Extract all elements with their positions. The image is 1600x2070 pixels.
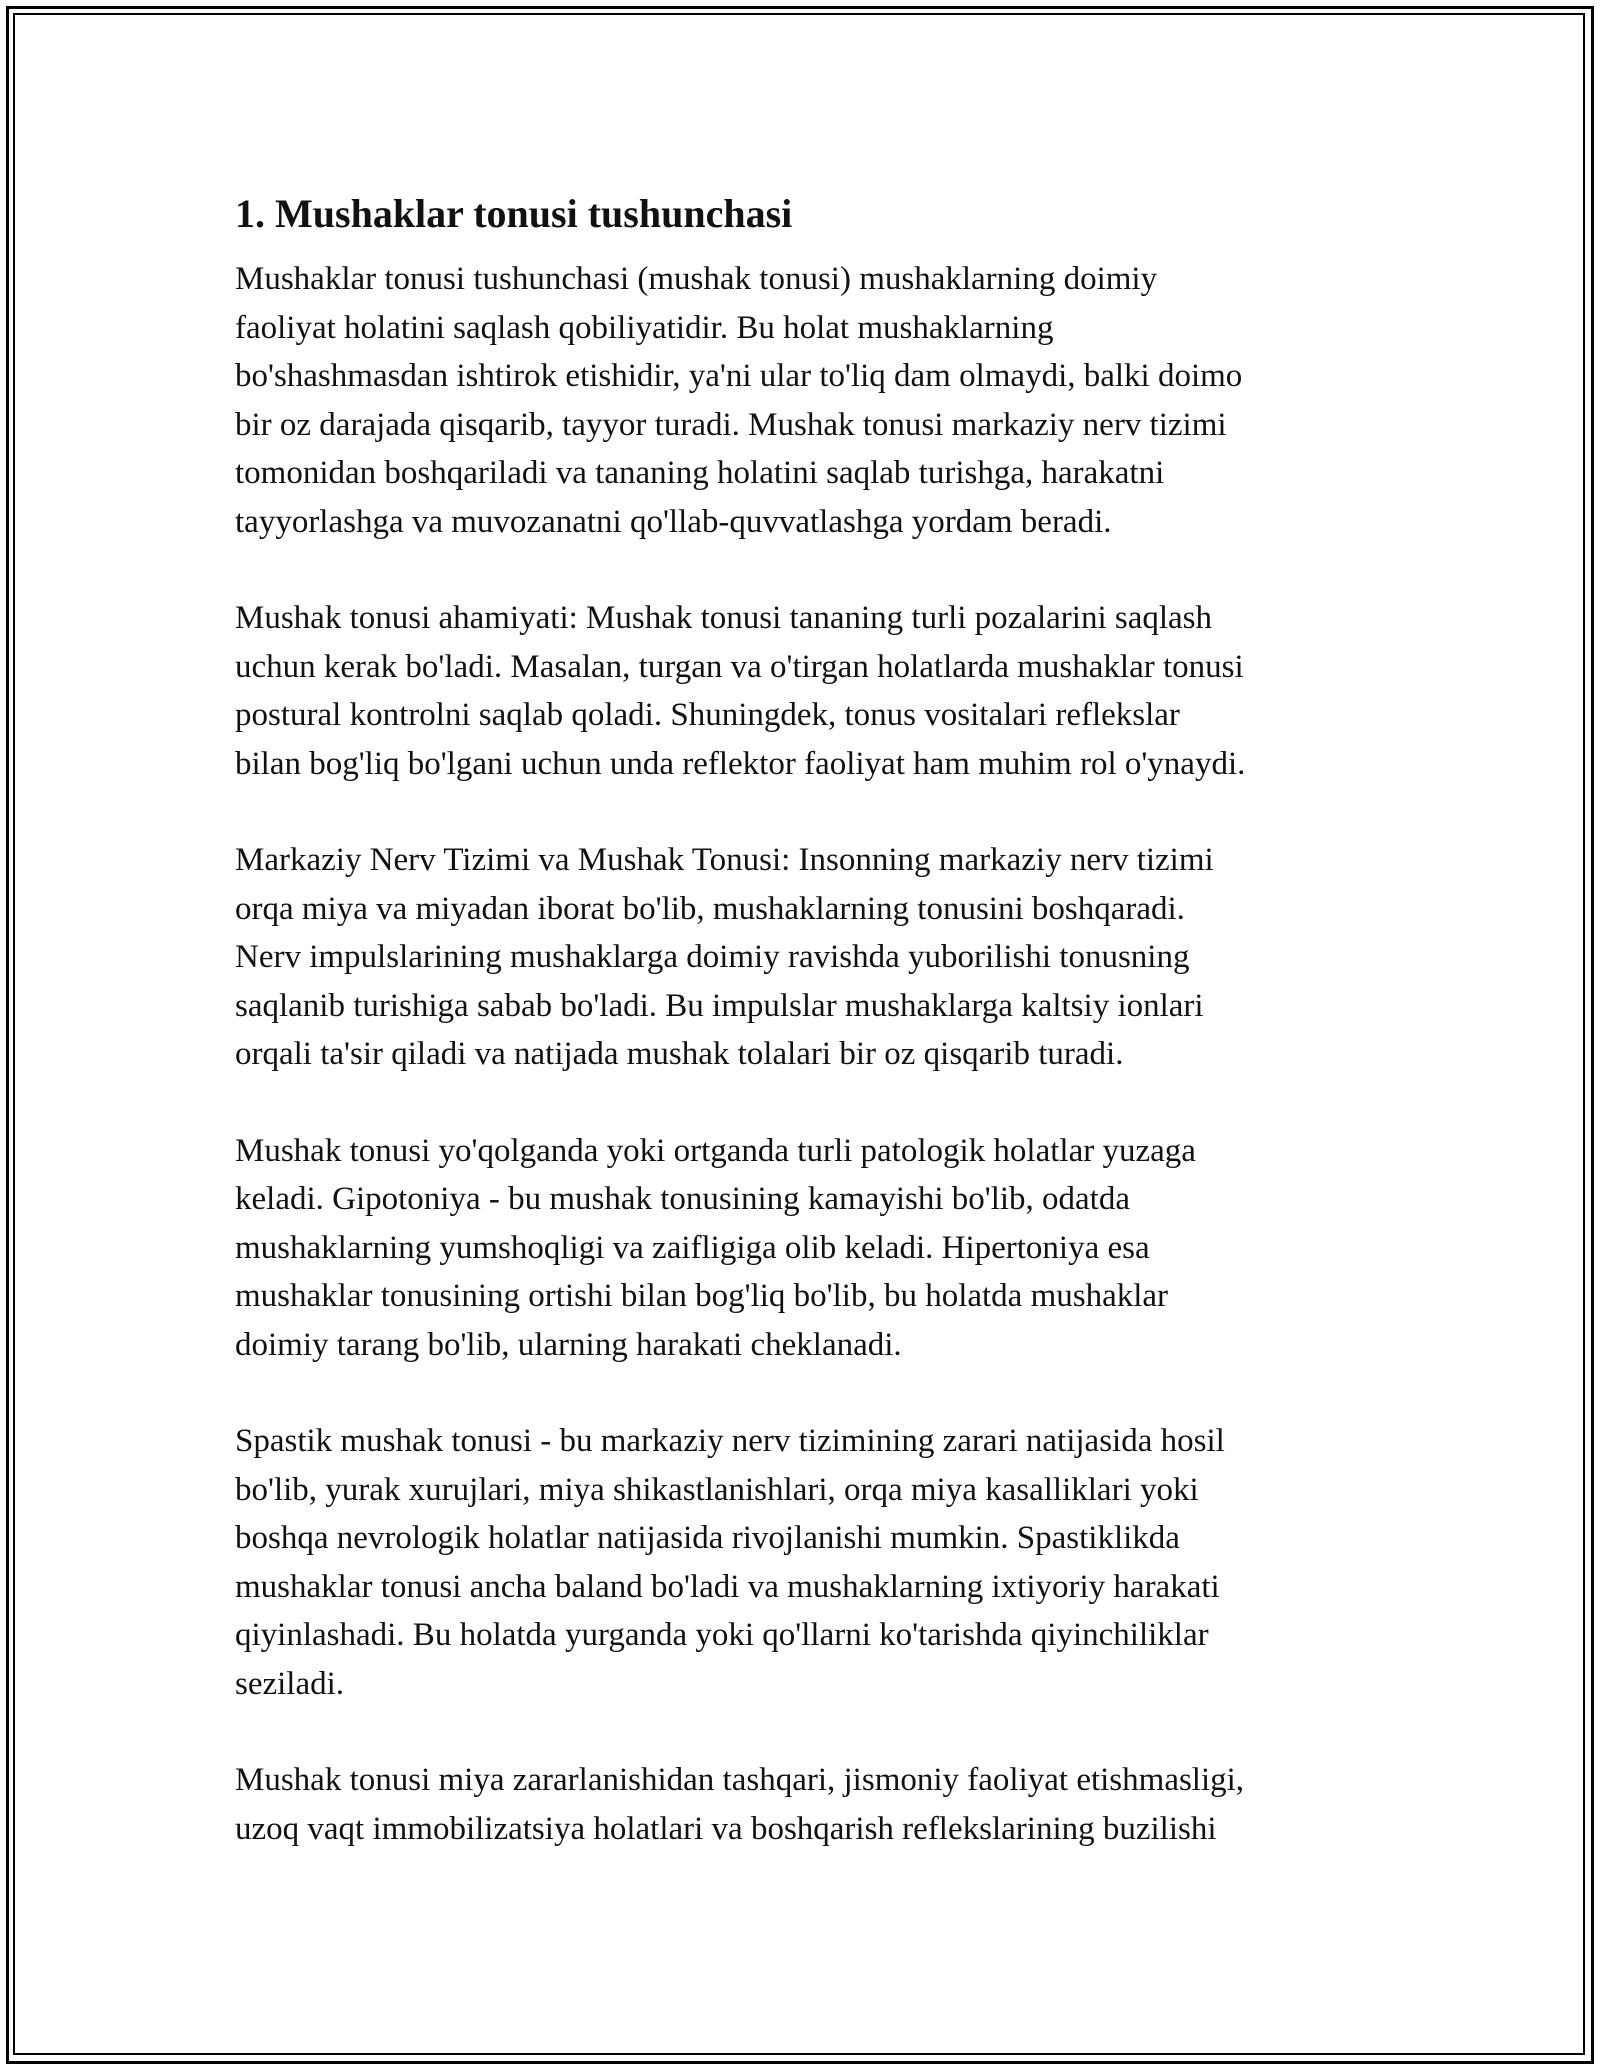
text-line: saqlanib turishiga sabab bo'ladi. Bu impulslar mushaklarga kaltsiy ionlari	[235, 987, 1204, 1024]
paragraph	[235, 255, 1370, 546]
paragraph	[235, 836, 1370, 1079]
text-line: boshqa nevrologik holatlar natijasida rivojlanishi mumkin. Spastiklikda	[235, 1520, 1180, 1556]
text-line: Mushak tonusi ahamiyati: Mushak tonusi tananing turli pozalarini saqlash	[235, 600, 1213, 636]
text-line: seziladi.	[235, 1665, 345, 1702]
text-line: Mushak tonusi miya zararlanishidan tashqari, jismoniy faoliyat etishmasligi,	[235, 1762, 1245, 1798]
text-line: Spastik mushak tonusi - bu markaziy nerv tizimining zarari natijasida hosil	[235, 1423, 1225, 1459]
text-line: Markaziy Nerv Tizimi va Mushak Tonusi: Insonning markaziy nerv tizimi	[235, 842, 1214, 878]
text-line: Mushaklar tonusi tushunchasi (mushak tonusi) mushaklarning doimiy	[235, 261, 1158, 297]
paragraph	[235, 1127, 1370, 1370]
text-line: bo'shashmasdan ishtirok etishidir, ya'ni ular to'liq dam olmaydi, balki doimo	[235, 358, 1243, 394]
paragraph	[235, 1417, 1370, 1708]
text-line: bilan bog'liq bo'lgani uchun unda reflektor faoliyat ham muhim rol o'ynaydi.	[235, 745, 1246, 782]
text-line: uzoq vaqt immobilizatsiya holatlari va boshqarish reflekslarining buzilishi	[235, 1810, 1217, 1847]
text-line: orqa miya va miyadan iborat bo'lib, mushaklarning tonusini boshqaradi.	[235, 890, 1185, 927]
text-line: keladi. Gipotoniya - bu mushak tonusining kamayishi bo'lib, odatda	[235, 1181, 1130, 1217]
text-line: postural kontrolni saqlab qoladi. Shuningdek, tonus vositalari reflekslar	[235, 697, 1180, 733]
text-line: tayyorlashga va muvozanatni qo'llab-quvvatlashga yordam beradi.	[235, 503, 1112, 540]
text-line: doimiy tarang bo'lib, ularning harakati cheklanadi.	[235, 1326, 902, 1363]
text-line: Nerv impulslarining mushaklarga doimiy ravishda yuborilishi tonusning	[235, 939, 1190, 975]
text-line: qiyinlashadi. Bu holatda yurganda yoki qo'llarni ko'tarishda qiyinchiliklar	[235, 1617, 1209, 1653]
text-line: mushaklarning yumshoqligi va zaifligiga olib keladi. Hipertoniya esa	[235, 1229, 1150, 1266]
text-line: tomonidan boshqariladi va tananing holatini saqlab turishga, harakatni	[235, 455, 1165, 491]
paragraph-list	[235, 255, 1370, 1853]
paragraph	[235, 1756, 1370, 1853]
section-heading: 1. Mushaklar tonusi tushunchasi	[235, 191, 793, 236]
text-line: orqali ta'sir qiladi va natijada mushak tolalari bir oz qisqarib turadi.	[235, 1036, 1124, 1072]
paragraph	[235, 594, 1370, 788]
text-line: bir oz darajada qisqarib, tayyor turadi. Mushak tonusi markaziy nerv tizimi	[235, 406, 1227, 443]
text-line: uchun kerak bo'ladi. Masalan, turgan va o'tirgan holatlarda mushaklar tonusi	[235, 648, 1244, 685]
text-line: mushaklar tonusi ancha baland bo'ladi va mushaklarning ixtiyoriy harakati	[235, 1568, 1220, 1605]
text-line: bo'lib, yurak xurujlari, miya shikastlanishlari, orqa miya kasalliklari yoki	[235, 1471, 1199, 1508]
text-line: mushaklar tonusining ortishi bilan bog'liq bo'lib, bu holatda mushaklar	[235, 1278, 1169, 1314]
document-body	[235, 185, 1370, 1901]
text-line: Mushak tonusi yo'qolganda yoki ortganda turli patologik holatlar yuzaga	[235, 1132, 1196, 1169]
text-line: faoliyat holatini saqlash qobiliyatidir. Bu holat mushaklarning	[235, 309, 1054, 346]
